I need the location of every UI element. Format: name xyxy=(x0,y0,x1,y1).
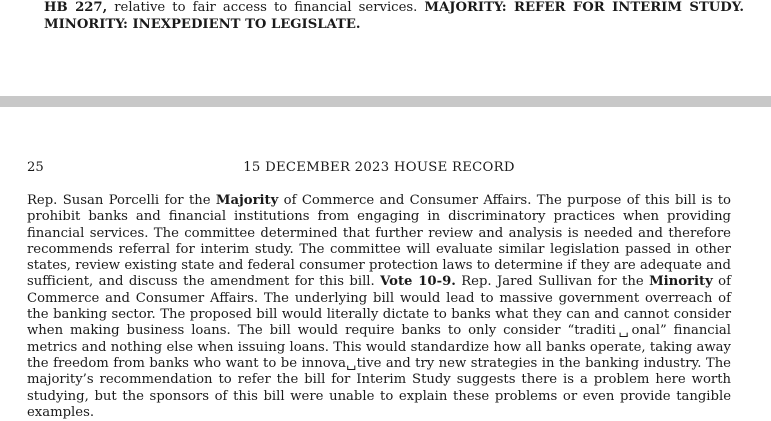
committee-report-paragraph xyxy=(27,193,731,421)
running-head: 15 DECEMBER 2023 HOUSE RECORD xyxy=(243,160,515,175)
report-text-3: Rep. Jared Sullivan for the xyxy=(455,274,650,290)
bill-description: relative to fair access to financial services. xyxy=(107,0,425,15)
report-text-2: of Commerce and Consumer Affairs. The purpose of this bill is to prohibit banks and financial institutions from engaging in discriminatory practices when providing financial services. The committee determined that further review and analysis is needed and therefore recommends referral for interim study. The committee will evaluate similar legislation passed in other states, review existing state and federal consumer protection laws to determine if they are adequate and sufficient, and discuss the amendment for this bill. xyxy=(27,193,731,290)
minority-label: Minority xyxy=(649,274,713,290)
vote-tally: Vote 10-9. xyxy=(380,274,456,290)
majority-label: Majority xyxy=(215,193,279,208)
report-text-4: of Commerce and Consumer Affairs. The underlying bill would lead to massive government overreach of the banking sector. The proposed bill would literally dictate to banks what they can and cannot consider when making business loans. The bill would require banks to only consider “traditi␣onal” financial metrics and nothing else when issuing loans. This would standardize how all banks operate, taking away the freedom from banks who want to be innova␣tive and try new strategies in the banking industry. The majority’s recommendation to refer the bill for Interim Study suggests there is a problem here worth studying, but the sponsors of this bill were unable to explain these problems or even provide tangible examples. xyxy=(27,274,731,420)
page-number: 25 xyxy=(27,160,44,175)
report-text-1: Rep. Susan Porcelli for the xyxy=(27,193,216,208)
page-header xyxy=(27,160,731,178)
page-separator xyxy=(0,96,771,107)
bill-number: HB 227, xyxy=(44,0,108,15)
committee-recommendation: MAJORITY: REFER FOR INTERIM STUDY. MINORITY: INEXPEDIENT TO LEGISLATE. xyxy=(44,0,744,32)
previous-entry xyxy=(44,0,744,33)
